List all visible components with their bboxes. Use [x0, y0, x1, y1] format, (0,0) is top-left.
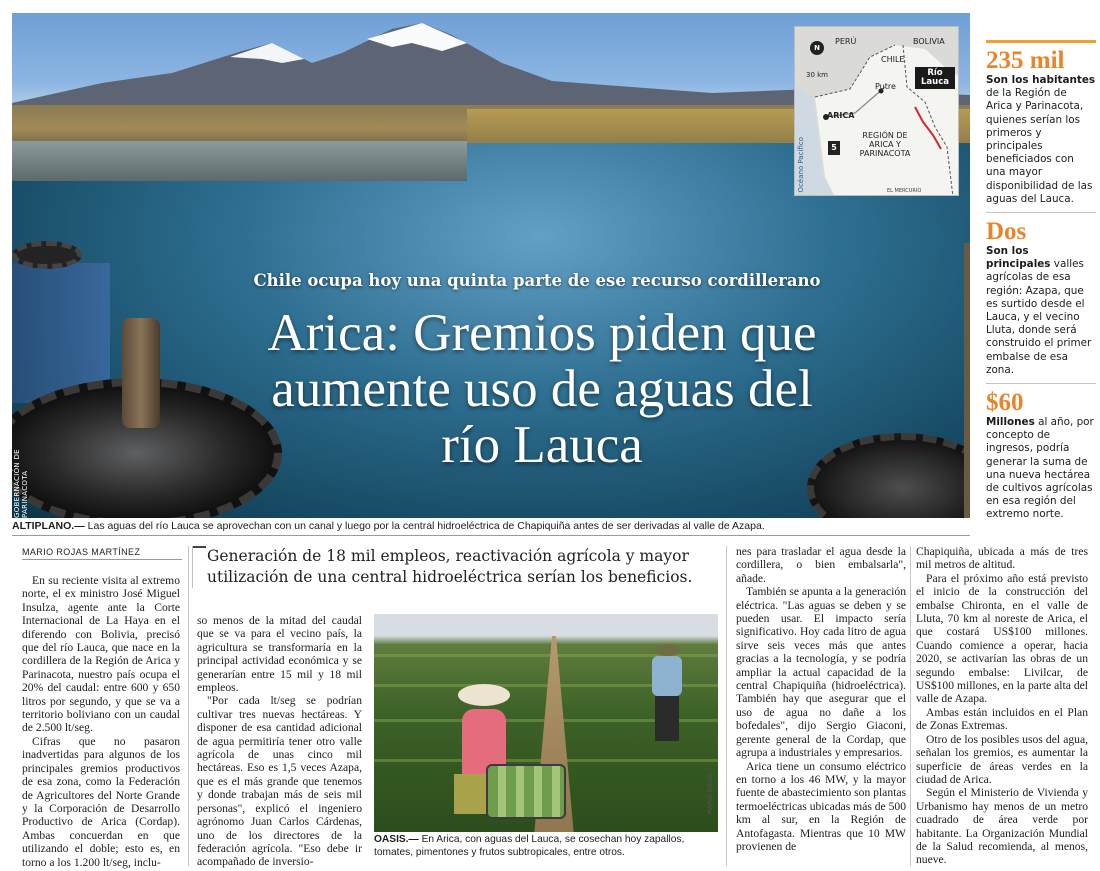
- body-column-3: [736, 545, 906, 853]
- column-divider: [188, 546, 189, 866]
- fact-divider: [986, 383, 1096, 384]
- map-label-region: REGIÓN DE ARICA Y PARINACOTA: [859, 131, 911, 158]
- fact-text: [986, 416, 1096, 522]
- facts-top-rule: [986, 40, 1096, 43]
- fact-item: [986, 219, 1096, 377]
- column-divider: [726, 546, 727, 866]
- facts-sidebar: [986, 40, 1096, 527]
- farmer-hat: [654, 644, 680, 656]
- photo-credit: MARIO ROJAS: [707, 774, 714, 815]
- paragraph: Para el próximo año está previsto el inicio de la construcción del embalse Chironta, en el valle de Lluta, 70 km al noreste de Arica, el que costará US$100 millones. Cuando comience a operar, hacia 2020, se activarían las obras de un segundo embalse: Livilcar, de US$100 millones, en la parte alta del valle de Azapa.: [916, 571, 1088, 706]
- fact-divider: [986, 212, 1096, 213]
- caption-lead: ALTIPLANO.—: [12, 520, 85, 532]
- fact-item: [986, 390, 1096, 522]
- zucchini-basket: [486, 764, 566, 819]
- gear-wheel-small: [12, 241, 82, 269]
- map-label-chile: CHILE: [881, 55, 905, 64]
- paragraph: También se apunta a la generación eléctrica. "Las aguas se deben y se pueden usar. El impacto sería significativo. Hoy cada litro de agua sirve seis veces más que antes gracias a la tecnología, y se podría ampliar la actual capacidad de la central Chapiquiña (hidroeléctrica). También hay que asegurar que el uso de agua no dañe a los bofedales", dijo Sergio Giaconi, gerente general de la Cordap, que agrupa a industriales y empresarios.: [736, 585, 906, 760]
- map-label-lauca: Río Lauca: [915, 67, 955, 89]
- fact-figure: $60: [986, 389, 1024, 417]
- map-label-putre: Putre: [875, 82, 896, 91]
- fact-item: [986, 48, 1096, 206]
- fact-lead: Millones: [986, 416, 1035, 429]
- map-source: EL MERCURIO: [887, 188, 922, 194]
- map-label-ocean: Océano Pacífico: [797, 137, 805, 193]
- column-divider: [910, 546, 911, 866]
- paragraph: Según el Ministerio de Vivienda y Urbanismo hay menos de un metro cuadrado de área verde por habitante. La Organización Mundial de la Salud recomienda, al menos, nueve.: [916, 786, 1088, 867]
- photo-caption: [12, 520, 970, 532]
- location-map: [794, 26, 959, 196]
- paragraph: Ambas están incluidos en el Plan de Zonas Extremas.: [916, 705, 1088, 733]
- body-column-1: [22, 574, 180, 869]
- oasis-photo: [374, 614, 718, 832]
- article-kicker: Chile ocupa hoy una quinta parte de ese recurso cordillerano: [253, 271, 821, 290]
- paragraph: nes para trasladar el agua desde la cordillera, o bien embalsarla", añade.: [736, 545, 906, 585]
- farmer-legs: [655, 696, 679, 741]
- route-5-icon: 5: [828, 141, 840, 155]
- article-deck: Generación de 18 mil empleos, reactivación agrícola y mayor utilización de una central hidroeléctrica serían los beneficios.: [192, 546, 712, 588]
- farmer-figure: [652, 656, 682, 696]
- photo-credit: GOBERNACIÓN DE PARINACOTA: [13, 449, 29, 518]
- paragraph: En su reciente visita al extremo norte, el ex ministro José Miguel Insulza, agente ante la Corte Internacional de La Haya en el diferendo con Bolivia, precisó que del río Lauca, que nace en la cordillera de la Región de Arica y Parinacota, nuestro país ocupa el 20% del caudal: entre 600 y 650 litros por segundo, y que se va a territorio boliviano con un caudal de 2.500 lt/seg.: [22, 574, 180, 735]
- body-column-2: [197, 614, 362, 869]
- fact-lead: Son los principales: [986, 245, 1051, 271]
- fact-body: valles agrícolas de esa región: Azapa, que es surtido desde el Lauca, y el vecino Lluta, donde será construido el primer embalse de esa zona.: [986, 258, 1092, 376]
- fact-body: de la Región de Arica y Parinacota, quienes serían los primeros y principales beneficiados con una mayor disponibilidad de las aguas del Lauca.: [986, 87, 1093, 205]
- paragraph: Otro de los posibles usos del agua, señalan los gremios, es aumentar la superficie de áreas verdes en la ciudad de Arica.: [916, 732, 1088, 786]
- article-headline: Arica: Gremios piden que aumente uso de aguas del río Lauca: [267, 304, 817, 474]
- caption-divider: [12, 535, 970, 536]
- fact-text: [986, 245, 1096, 377]
- north-arrow-icon: N: [810, 41, 824, 55]
- map-label-arica: ARICA: [827, 111, 855, 120]
- map-scale: 30 km: [806, 71, 829, 79]
- fact-figure: 235 mil: [986, 47, 1065, 74]
- fact-body: al año, por concepto de ingresos, podría generar la suma de una nueva hectárea de cultivos agrícolas en esa región del extremo norte.: [986, 416, 1094, 521]
- fact-lead: Son los habitantes: [986, 74, 1096, 86]
- author-byline: MARIO ROJAS MARTÍNEZ: [22, 547, 141, 557]
- fact-figure: Dos: [986, 218, 1027, 246]
- fact-text: [986, 74, 1096, 206]
- caption-lead: OASIS.—: [374, 834, 419, 845]
- gear-shaft: [122, 318, 160, 428]
- canal-wall: [12, 141, 467, 181]
- paragraph: Chapiquiña, ubicada a más de tres mil metros de altitud.: [916, 545, 1088, 572]
- map-label-peru: PERÚ: [835, 37, 857, 46]
- oasis-caption: [374, 834, 718, 859]
- caption-text: Las aguas del río Lauca se aprovechan con un canal y luego por la central hidroeléctrica de Chapiquiña antes de ser derivadas al valle de Azapa.: [84, 520, 765, 532]
- gate-post: [964, 243, 970, 518]
- map-label-bolivia: BOLIVIA: [913, 37, 945, 46]
- paragraph: so menos de la mitad del caudal que se va para el vecino país, la agricultura se transformaría en la principal actividad económica y se generarían entre 15 mil y 18 mil empleos.: [197, 614, 362, 695]
- paragraph: "Por cada lt/seg se podrían cultivar tres nuevas hectáreas. Y disponer de esa cantidad adicional de agua permitiría tener otro valle agrícola de unas cinco mil hectáreas. Eso es 1,5 veces Azapa, que es el más grande que tenemos y donde trabajan más de seis mil personas", explicó el ingeniero agrónomo Juan Carlos Cárdenas, uno de los directores de la federación agrícola. "Eso debe ir acompañado de inversio-: [197, 694, 362, 869]
- caption-text: En Arica, con aguas del Lauca, se cosechan hoy zapallos, tomates, pimentones y frutos subtropicales, entre otros.: [374, 834, 685, 858]
- farmer-hat: [458, 684, 510, 706]
- paragraph: Cifras que no pasaron inadvertidas para algunos de los principales gremios productivos de esa zona, como la Federación de Agricultores del Norte Grande y la Corporación de Desarrollo Productivo de Arica (Cordap). Ambas concuerdan en que utilizando el doble; esto es, en torno a los 1.200 lt/seg, inclu-: [22, 734, 180, 869]
- byline-divider: [22, 559, 182, 560]
- paragraph: Arica tiene un consumo eléctrico en torno a los 46 MW, y la mayor fuente de abastecimiento son plantas termoeléctricas ubicadas más de 500 km al sur, en la Región de Antofagasta. Mientras que 10 MW provienen de: [736, 759, 906, 853]
- body-column-4: [916, 545, 1088, 867]
